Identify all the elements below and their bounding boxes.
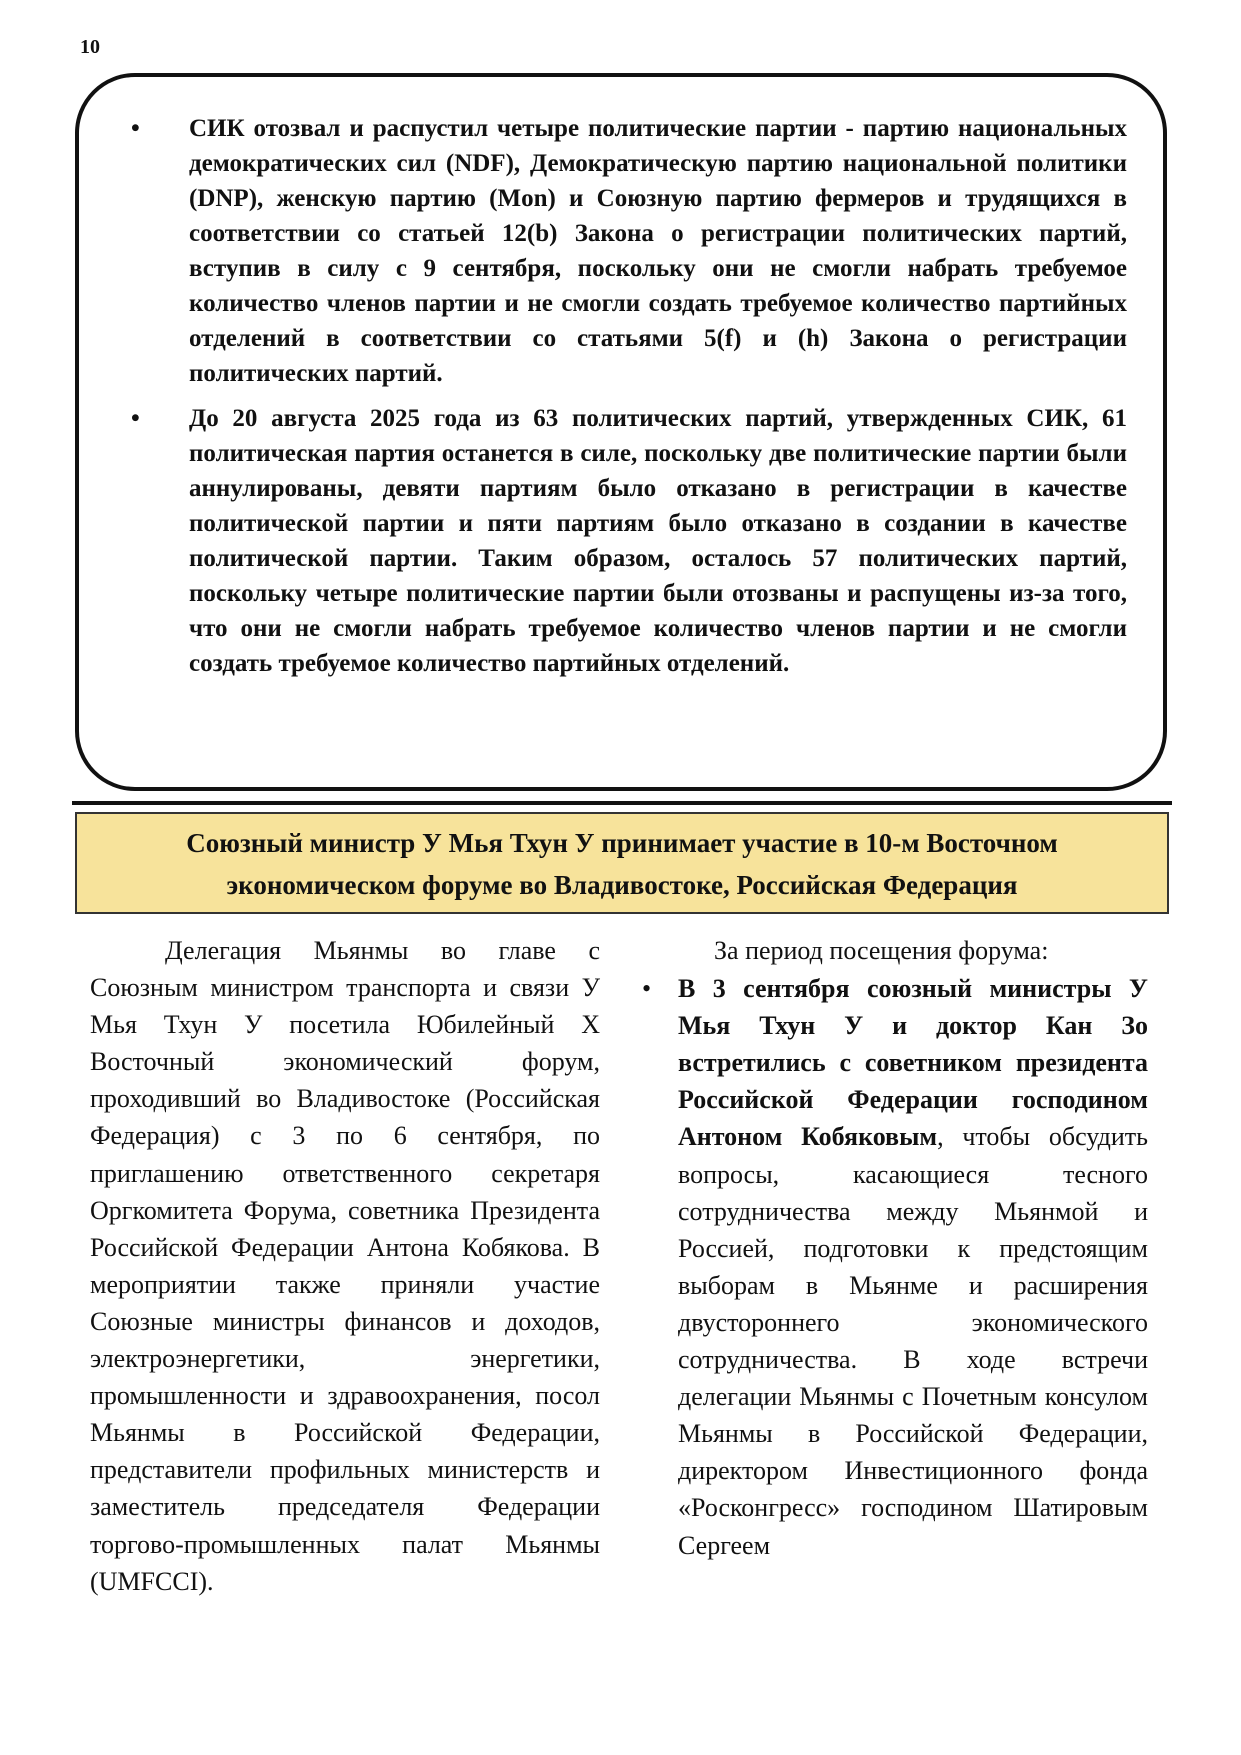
headline-line-1: Союзный министр У Мья Тхун У принимает участие в 10-м Восточном — [186, 828, 1058, 858]
summary-bullet: • До 20 августа 2025 года из 63 политических партий, утвержденных СИК, 61 политическая партия останется в силе, поскольку две политические партии были аннулированы, девяти партиям было отказано в регистрации в качестве политической партии и пяти партиям было отказано в создании в качестве политической партии. Таким образом, осталось 57 политических партий, поскольку четыре политические партии были отозваны и распущены из-за того, что они не смогли набрать требуемое количество членов партии и не смогли создать требуемое количество партийных отделений. — [113, 401, 1127, 681]
page-number: 10 — [80, 36, 100, 58]
article-paragraph: Делегация Мьянмы во главе с Союзным министром транспорта и связи У Мья Тхун У посетила Юбилейный X Восточный экономический форум, проходивший во Владивостоке (Российская Федерация) с 3 по 6 сентября, по приглашению ответственного секретаря Оргкомитета Форума, советника Президента Российской Федерации Антона Кобякова. В мероприятии также приняли участие Союзные министры финансов и доходов, электроэнергетики, энергетики, промышленности и здравоохранения, посол Мьянмы в Российской Федерации, представители профильных министерств и заместитель председателя Федерации торгово-промышленных палат Мьянмы (UMFCCI). — [90, 936, 600, 1596]
headline-line-2: экономическом форуме во Владивостоке, Российская Федерация — [226, 870, 1018, 900]
visit-item-bold: В 3 сентября союзный министры У Мья Тхун У и доктор Кан Зо встретились с советником президента Российской Федерации господином Антоном Кобяковым — [678, 974, 1148, 1152]
visit-intro: За период посещения форума: — [714, 936, 1049, 965]
article-right-column — [678, 932, 1148, 1564]
article-headline — [75, 812, 1169, 914]
article-left-column — [90, 932, 600, 1600]
visit-list-item — [678, 970, 1148, 1564]
section-divider — [72, 801, 1172, 805]
summary-list — [113, 111, 1127, 681]
visit-item-text: , чтобы обсудить вопросы, касающиеся тесного сотрудничества между Мьянмой и Россией, подготовки к предстоящим выборам в Мьянме и расширения двустороннего экономического сотрудничества. В ходе встречи делегации Мьянмы с Почетным консулом Мьянмы в Российской Федерации, директором Инвестиционного фонда «Росконгресс» господином Шатировым Сергеем — [678, 1122, 1148, 1560]
summary-box — [75, 73, 1167, 791]
summary-bullet: • СИК отозвал и распустил четыре политические партии - партию национальных демократических сил (NDF), Демократическую партию национальной политики (DNP), женскую партию (Mon) и Союзную партию фермеров и трудящихся в соответствии со статьей 12(b) Закона о регистрации политических партий, вступив в силу с 9 сентября, поскольку они не смогли набрать требуемое количество членов партии и не смогли создать требуемое количество партийных отделений в соответствии со статьями 5(f) и (h) Закона о регистрации политических партий. — [113, 111, 1127, 391]
visit-list — [678, 970, 1148, 1564]
